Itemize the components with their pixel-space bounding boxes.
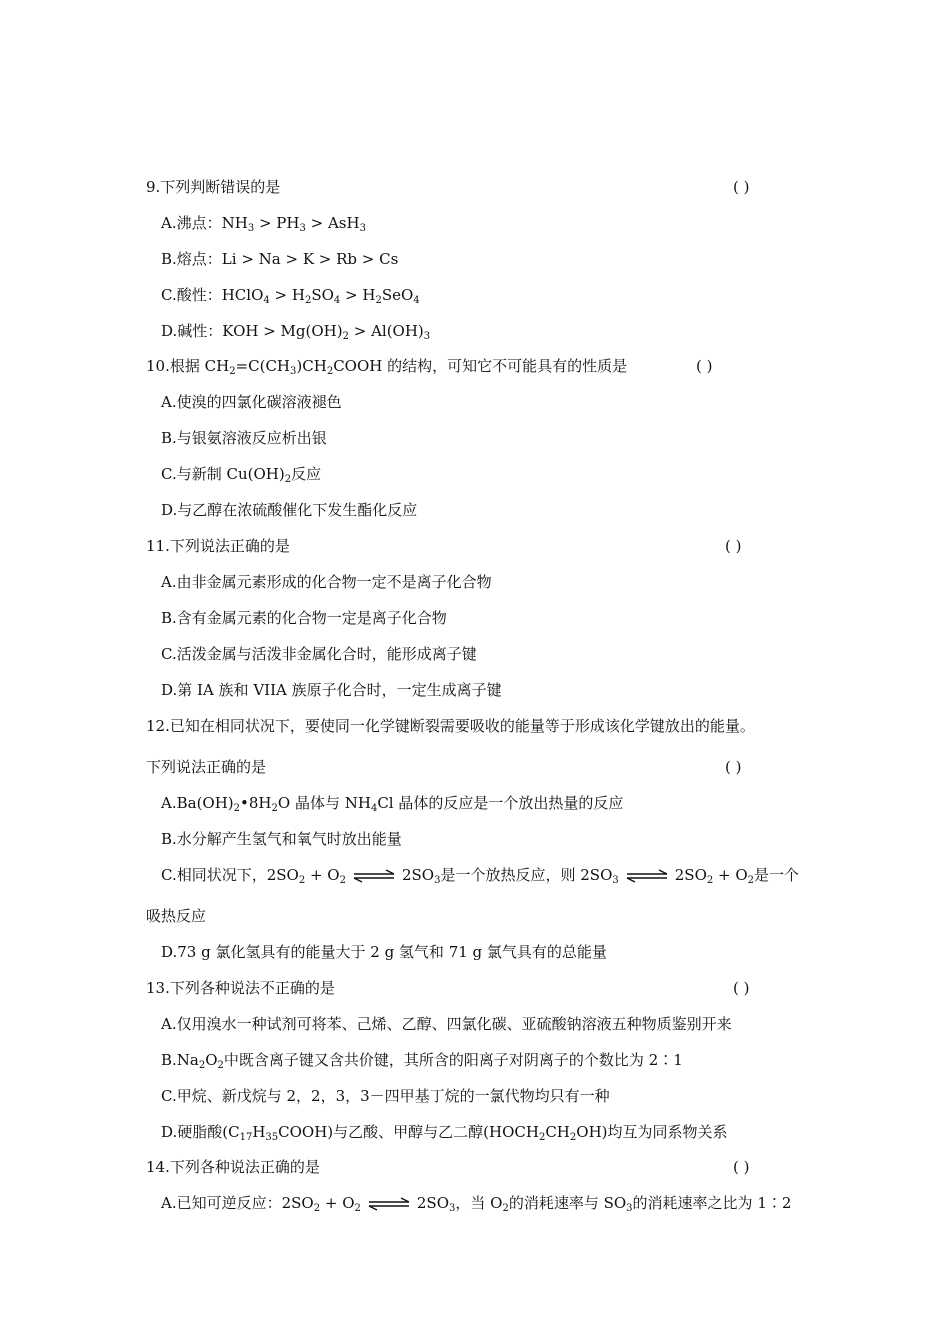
option-c-continued: 吸热反应 bbox=[146, 907, 207, 925]
answer-bracket: ( ) bbox=[725, 758, 742, 776]
option-d: D.碱性：KOH > $Mg(OH)_2 > Al(OH)_3$ bbox=[161, 322, 431, 342]
equilibrium-arrow-icon bbox=[352, 869, 396, 883]
option-c: C.酸性：HClO$_4$ > $H_2SO_4 > H_2SeO_4$ bbox=[161, 286, 420, 306]
option-a: A.使溴的四氯化碳溶液褪色 bbox=[161, 393, 342, 411]
option-d: D.与乙醇在浓硫酸催化下发生酯化反应 bbox=[161, 501, 418, 519]
option-a: A.沸点：$NH_3 > PH_3 > AsH_3$ bbox=[161, 214, 366, 234]
option-b: B.水分解产生氢气和氧气时放出能量 bbox=[161, 830, 402, 848]
option-d: D.硬脂酸$(C_{17}H_{35}COOH)$与乙酸、甲醇与乙二醇$(HOCH_2CH_2OH)$均互为同系物关系 bbox=[161, 1123, 728, 1143]
answer-bracket: ( ) bbox=[725, 537, 742, 555]
question-12-title: 12.已知在相同状况下，要使同一化学键断裂需要吸收的能量等于形成该化学键放出的能量。 bbox=[146, 717, 755, 735]
option-b: B.熔点：Li > Na > K > Rb > Cs bbox=[161, 250, 399, 268]
option-d: D.73 g 氯化氢具有的能量大于 2 g 氢气和 71 g 氯气具有的总能量 bbox=[161, 943, 607, 961]
option-a: A.仅用溴水一种试剂可将苯、己烯、乙醇、四氯化碳、亚硫酸钠溶液五种物质鉴别开来 bbox=[161, 1015, 732, 1033]
question-13-title: 13.下列各种说法不正确的是 bbox=[146, 979, 335, 997]
option-a: $A.Ba(OH)_2•8H_2O$ 晶体与 $NH_4Cl$ 晶体的反应是一个放出热量的反应 bbox=[161, 794, 624, 814]
option-b: B.含有金属元素的化合物一定是离子化合物 bbox=[161, 609, 447, 627]
option-c: C.相同状况下，$2SO_2 + O_2$ $2SO_3$是一个放热反应，则 $2SO_3$ $2SO_2 + O_2$是一个 bbox=[161, 866, 800, 886]
option-b: B.与银氨溶液反应析出银 bbox=[161, 429, 327, 447]
equilibrium-arrow-icon bbox=[367, 1197, 411, 1211]
option-b: $B.Na_2O_2$中既含离子键又含共价键，其所含的阳离子对阴离子的个数比为 2∶1 bbox=[161, 1051, 683, 1071]
question-10-title: 10.根据 $CH_2=C(CH_3)CH_2COOH$ 的结构，可知它不可能具有的性质是 bbox=[146, 357, 628, 377]
option-d: D.第 IA 族和 VIIA 族原子化合时，一定生成离子键 bbox=[161, 681, 502, 699]
answer-bracket: ( ) bbox=[733, 979, 750, 997]
option-c: C.活泼金属与活泼非金属化合时，能形成离子键 bbox=[161, 645, 477, 663]
answer-bracket: ( ) bbox=[733, 1158, 750, 1176]
equilibrium-arrow-icon bbox=[625, 869, 669, 883]
answer-bracket: ( ) bbox=[696, 357, 713, 375]
option-c: C.甲烷、新戊烷与 2，2，3，3－四甲基丁烷的一氯代物均只有一种 bbox=[161, 1087, 610, 1105]
option-a: A.由非金属元素形成的化合物一定不是离子化合物 bbox=[161, 573, 492, 591]
question-14-title: 14.下列各种说法正确的是 bbox=[146, 1158, 320, 1176]
question-12-title-continued: 下列说法正确的是 bbox=[146, 758, 267, 776]
question-9-title: 9.下列判断错误的是 bbox=[146, 178, 281, 196]
option-a: A.已知可逆反应：$2SO_2 + O_2$ $2SO_3$，当 $O_2$的消耗速率与 $SO_3$的消耗速率之比为 1∶2 bbox=[161, 1194, 792, 1214]
option-c: C.与新制 $Cu(OH)_2$反应 bbox=[161, 465, 322, 485]
answer-bracket: ( ) bbox=[733, 178, 750, 196]
question-11-title: 11.下列说法正确的是 bbox=[146, 537, 290, 555]
